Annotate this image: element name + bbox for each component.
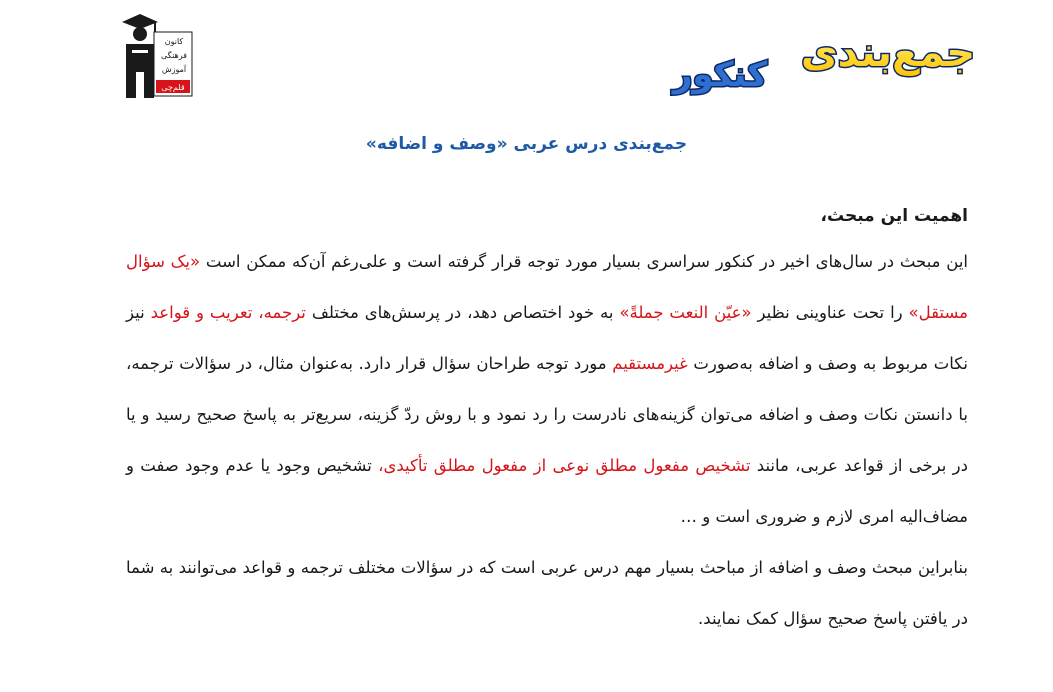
document-title: جمع‌بندی درس عربی «وصف و اضافه» <box>365 134 688 154</box>
publisher-logo-line-3: آموزش <box>161 65 187 74</box>
highlight-question-types: ترجمه، تعریب و قواعد <box>150 303 306 322</box>
paragraph-text: را تحت عناوینی نظیر <box>751 303 909 322</box>
highlight-indirect: غیرمستقیم <box>612 354 688 373</box>
brand-logo <box>638 18 976 100</box>
paragraph-text: نیز نکات مربوط به وصف و اضافه به‌صورت <box>126 303 968 373</box>
paragraph-text: مورد توجه طراحان سؤال قرار دارد. به‌عنوان مثال، در سؤالات ترجمه، با دانستن نکات وصف و اضافه می‌توان گزینه‌های نادرست را رد نمود و با روش ردّ گزینه، سریع‌تر به پاسخ صحیح رسید و یا در برخی از قواعد عربی، مانند <box>126 354 968 475</box>
publisher-logo-line-2: فرهنگی <box>161 51 187 60</box>
document-body <box>126 196 968 644</box>
paragraph-text: تشخیص وجود یا عدم وجود صفت و مضاف‌الیه امری لازم و ضروری است و … <box>126 456 968 526</box>
highlight-example-phrase: «عیّن النعت جملةً» <box>619 303 752 322</box>
publisher-logo-line-4: قلم‌چی <box>161 83 185 92</box>
publisher-logo <box>118 10 194 106</box>
paragraph-text: به خود اختصاص دهد، در پرسش‌های مختلف <box>305 303 620 322</box>
brand-logo-word-2: کنکور <box>672 55 768 95</box>
page-header <box>0 0 1053 110</box>
paragraph-importance <box>126 236 968 542</box>
highlight-absolute-object: تشخیص مفعول مطلق نوعی از مفعول مطلق تأکیدی، <box>378 456 751 475</box>
paragraph-text: این مبحث در سال‌های اخیر در کنکور سراسری بسیار مورد توجه قرار گرفته است و علی‌رغم آن‌که ممکن است <box>200 252 968 271</box>
section-heading: اهمیت این مبحث، <box>820 206 968 226</box>
publisher-logo-line-1: کانون <box>164 37 184 46</box>
highlight-independent-question: «یک سؤال مستقل» <box>126 252 969 322</box>
brand-logo-word-1: جمع‌بندی <box>800 30 976 76</box>
paragraph-conclusion: بنابراین مبحث وصف و اضافه از مباحث بسیار مهم درس عربی است که در سؤالات مختلف ترجمه و قواعد می‌توانند به شما در یافتن پاسخ صحیح سؤال کمک نمایند. <box>126 558 968 628</box>
